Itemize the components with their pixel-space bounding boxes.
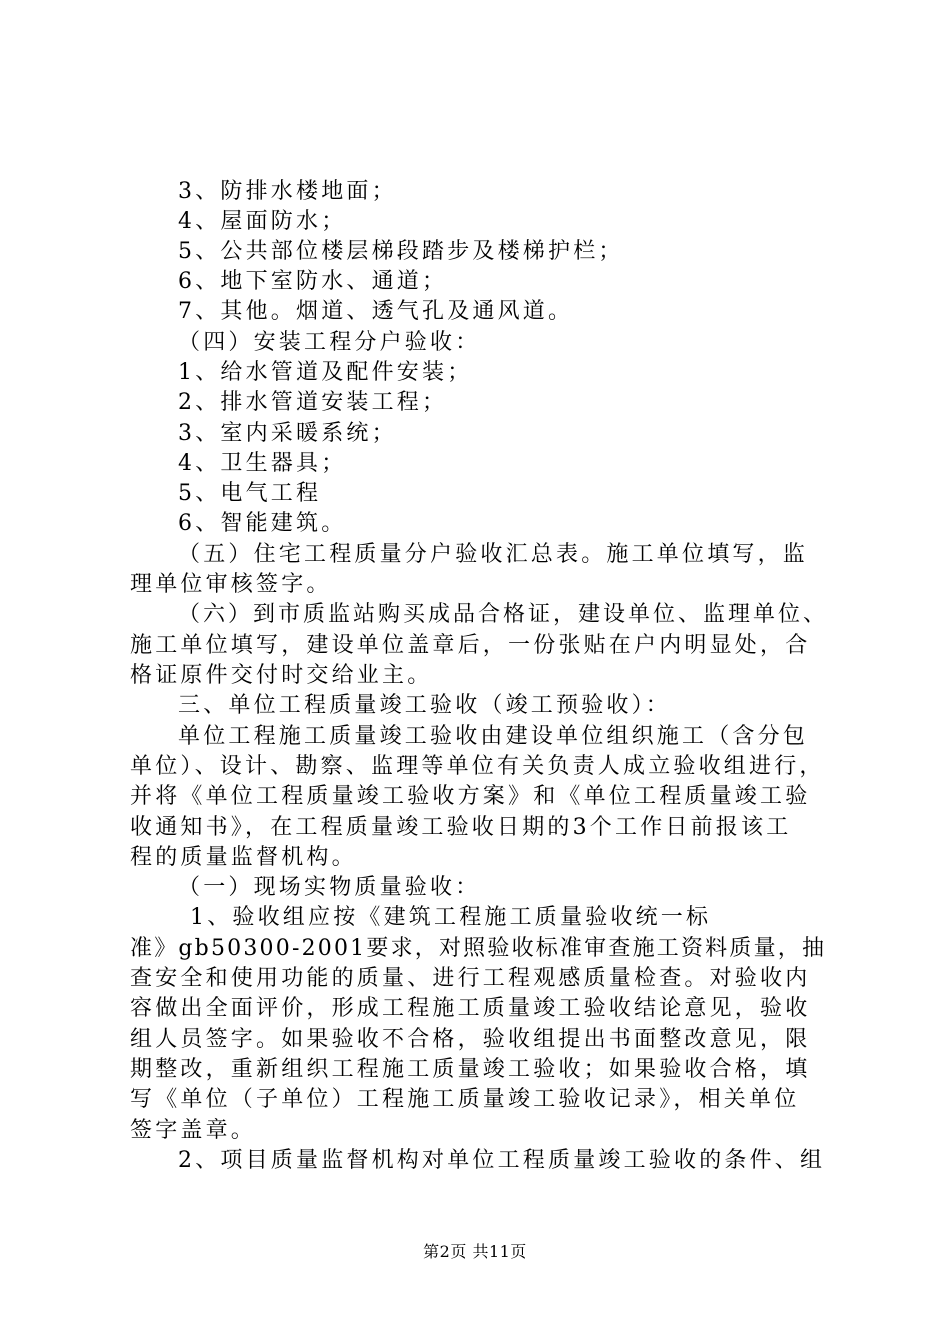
text-line: 三、单位工程质量竣工验收（竣工预验收）：: [178, 693, 672, 718]
text-line: 单位工程施工质量竣工验收由建设单位组织施工（含分包: [178, 724, 809, 749]
text-line: 写《单位（子单位）工程施工质量竣工验收记录》，相关单位: [130, 1087, 800, 1112]
text-line: 6、地下室防水、通道；: [178, 269, 448, 294]
text-line: 组人员签字。如果验收不合格，验收组提出书面整改意见，限: [130, 1027, 811, 1052]
text-line: 查安全和使用功能的质量、进行工程观感质量检查。对验收内: [130, 966, 811, 991]
text-line: 期整改，重新组织工程施工质量竣工验收；如果验收合格，填: [130, 1057, 811, 1082]
text-line: 2、项目质量监督机构对单位工程质量竣工验收的条件、组: [178, 1148, 826, 1173]
text-line: （一）现场实物质量验收：: [178, 875, 481, 900]
text-line: 4、卫生器具；: [178, 451, 347, 476]
text-line: 理单位审核签字。: [130, 572, 332, 597]
page-footer: 第2页 共11页: [423, 1242, 527, 1261]
text-line: （四）安装工程分户验收：: [178, 330, 481, 355]
text-line: 程的质量监督机构。: [130, 845, 357, 870]
text-line: 格证原件交付时交给业主。: [130, 663, 433, 688]
text-line: （五）住宅工程质量分户验收汇总表。施工单位填写，监: [178, 542, 809, 567]
text-line: 1、给水管道及配件安装；: [178, 360, 473, 385]
text-line: 收通知书》，在工程质量竣工验收日期的3个工作日前报该工: [130, 815, 792, 840]
text-line: 施工单位填写，建设单位盖章后，一份张贴在户内明显处，合: [130, 633, 811, 658]
text-line: 3、室内采暖系统；: [178, 421, 397, 446]
text-line: 6、智能建筑。: [178, 511, 347, 536]
text-line: 1、验收组应按《建筑工程施工质量验收统一标: [190, 905, 712, 930]
text-line: 5、电气工程: [178, 481, 322, 506]
text-line: 单位）、设计、勘察、监理等单位有关负责人成立验收组进行，: [130, 754, 825, 779]
text-line: 7、其他。烟道、透气孔及通风道。: [178, 299, 574, 324]
text-line: 准》gb50300-2001要求，对照验收标准审查施工资料质量，抽: [130, 936, 827, 961]
text-line: 3、防排水楼地面；: [178, 179, 397, 204]
text-line: （六）到市质监站购买成品合格证，建设单位、监理单位、: [178, 602, 829, 627]
text-line: 5、公共部位楼层梯段踏步及楼梯护栏；: [178, 239, 624, 264]
text-line: 容做出全面评价，形成工程施工质量竣工验收结论意见，验收: [130, 996, 811, 1021]
text-line: 签字盖章。: [130, 1118, 257, 1143]
text-line: 2、排水管道安装工程；: [178, 390, 448, 415]
text-line: 并将《单位工程质量竣工验收方案》和《单位工程质量竣工验: [130, 784, 811, 809]
text-line: 4、屋面防水；: [178, 209, 347, 234]
